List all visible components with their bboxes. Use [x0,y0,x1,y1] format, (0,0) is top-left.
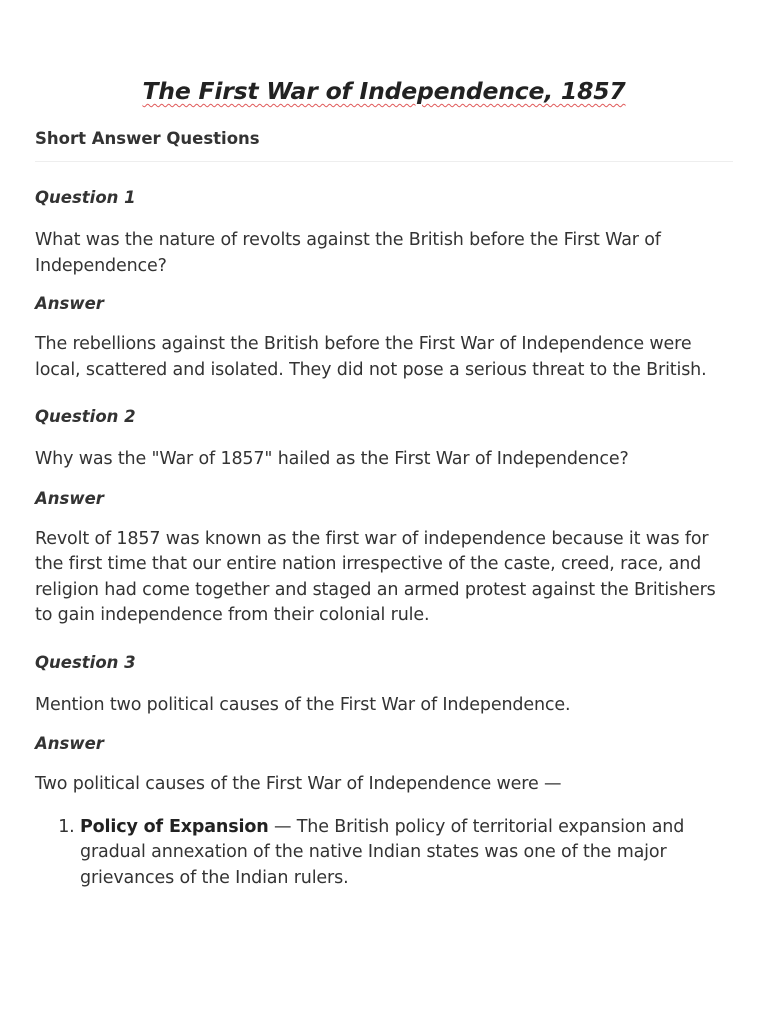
answer-label: Answer [35,734,104,753]
answer-text: The rebellions against the British before the First War of Independence were local, scattered and isolated. They did not pose a serious threat to the British. [35,334,707,380]
question-text: Mention two political causes of the First War of Independence. [35,694,571,715]
page-title [35,0,733,108]
question-text: Why was the "War of 1857" hailed as the First War of Independence? [35,449,629,469]
question-block-2 [35,405,733,629]
list-item-text: — The British policy of territorial expansion and gradual annexation of the native Indian states was one of the major grievances of the Indian rulers. [80,816,685,888]
list-item-term: Policy of Expansion [80,816,269,837]
causes-list [35,815,733,892]
section-heading: Short Answer Questions [35,126,733,162]
question-block-3 [35,651,733,892]
answer-text: Two political causes of the First War of Independence were — [35,774,562,794]
question-text: What was the nature of revolts against the British before the First War of Independence? [35,230,661,276]
question-block-1 [35,186,733,383]
question-label: Question 2 [35,407,136,426]
list-item [80,815,733,892]
answer-label: Answer [35,294,104,313]
page-title-text: The First War of Independence, 1857 [142,77,626,105]
question-label: Question 1 [35,188,136,207]
answer-text: Revolt of 1857 was known as the first war of independence because it was for the first time that our entire nation irrespective of the caste, creed, race, and religion had come together and staged an armed protest against the Britishers to gain independence from their colonial rule. [35,528,716,625]
answer-label: Answer [35,488,104,508]
question-label: Question 3 [35,652,136,672]
